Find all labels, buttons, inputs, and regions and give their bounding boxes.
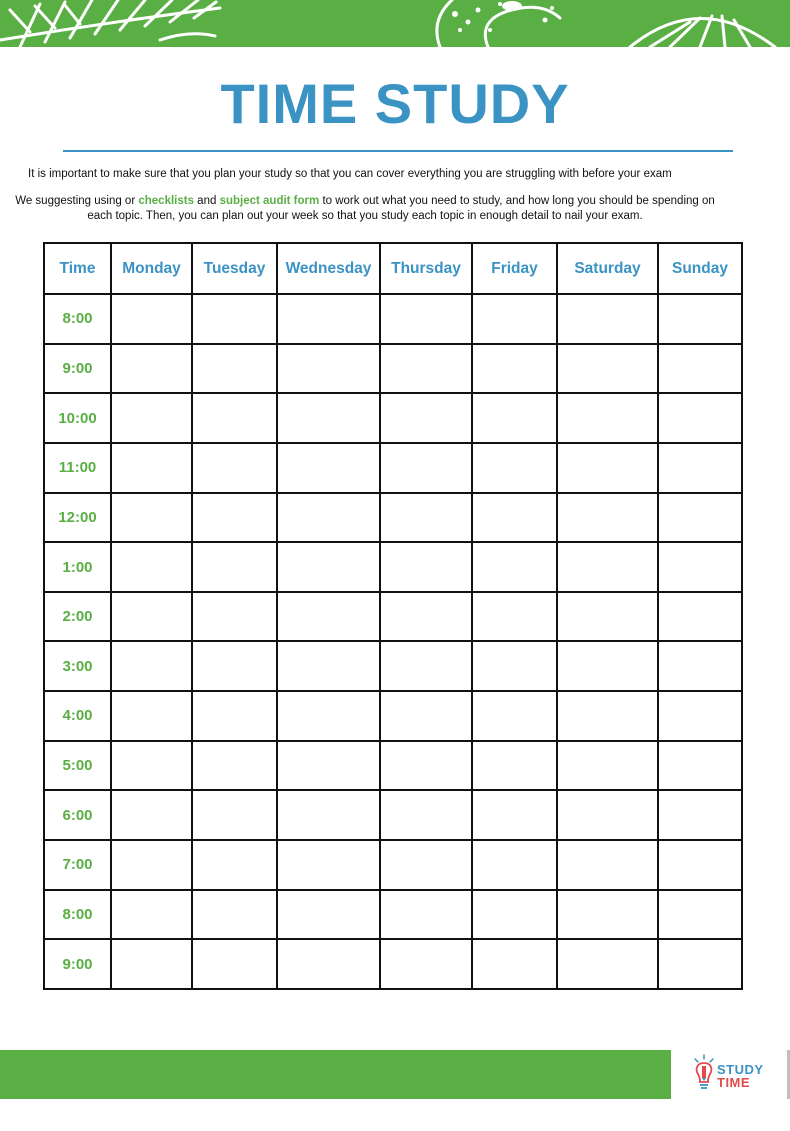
intro-line: It is important to make sure that you plan your study so that you can cover everything you are struggling with before your exam [28,168,672,180]
logo-text-time: TIME [717,1075,751,1090]
table-row [44,741,742,791]
schedule-cell-saturday[interactable] [557,443,658,493]
schedule-cell-tuesday[interactable] [192,741,277,791]
schedule-cell-tuesday[interactable] [192,393,277,443]
schedule-cell-thursday[interactable] [380,344,472,394]
schedule-cell-thursday[interactable] [380,691,472,741]
schedule-cell-friday[interactable] [472,493,557,543]
schedule-cell-friday[interactable] [472,890,557,940]
schedule-cell-monday[interactable] [111,691,192,741]
schedule-cell-saturday[interactable] [557,592,658,642]
schedule-cell-friday[interactable] [472,790,557,840]
schedule-cell-wednesday[interactable] [277,890,380,940]
schedule-cell-thursday[interactable] [380,493,472,543]
schedule-cell-sunday[interactable] [658,641,742,691]
schedule-cell-thursday[interactable] [380,393,472,443]
header-thursday: Thursday [380,243,472,294]
schedule-cell-tuesday[interactable] [192,790,277,840]
schedule-cell-wednesday[interactable] [277,939,380,989]
schedule-cell-friday[interactable] [472,393,557,443]
schedule-cell-monday[interactable] [111,592,192,642]
schedule-cell-thursday[interactable] [380,741,472,791]
schedule-cell-saturday[interactable] [557,890,658,940]
schedule-cell-friday[interactable] [472,294,557,344]
schedule-cell-monday[interactable] [111,493,192,543]
logo-text-study: STUDY [717,1062,764,1077]
schedule-cell-thursday[interactable] [380,592,472,642]
schedule-cell-monday[interactable] [111,443,192,493]
schedule-cell-wednesday[interactable] [277,840,380,890]
schedule-cell-thursday[interactable] [380,840,472,890]
header-friday: Friday [472,243,557,294]
schedule-cell-tuesday[interactable] [192,443,277,493]
schedule-cell-thursday[interactable] [380,641,472,691]
top-banner [0,0,790,47]
schedule-cell-tuesday[interactable] [192,939,277,989]
time-slot-label: 4:00 [44,691,111,741]
schedule-cell-sunday[interactable] [658,344,742,394]
schedule-cell-saturday[interactable] [557,939,658,989]
time-slot-label: 9:00 [44,344,111,394]
time-slot-label: 5:00 [44,741,111,791]
subject-audit-form-link[interactable]: subject audit form [219,195,320,207]
schedule-cell-wednesday[interactable] [277,493,380,543]
schedule-cell-sunday[interactable] [658,890,742,940]
schedule-cell-friday[interactable] [472,741,557,791]
weekly-schedule-table [43,242,743,990]
table-row [44,443,742,493]
table-row [44,840,742,890]
schedule-cell-wednesday[interactable] [277,393,380,443]
schedule-cell-tuesday[interactable] [192,592,277,642]
time-slot-label: 3:00 [44,641,111,691]
schedule-cell-sunday[interactable] [658,939,742,989]
time-slot-label: 7:00 [44,840,111,890]
schedule-cell-thursday[interactable] [380,443,472,493]
schedule-cell-sunday[interactable] [658,393,742,443]
table-row [44,890,742,940]
schedule-cell-saturday[interactable] [557,493,658,543]
schedule-cell-monday[interactable] [111,890,192,940]
schedule-cell-wednesday[interactable] [277,641,380,691]
schedule-cell-sunday[interactable] [658,493,742,543]
table-row [44,344,742,394]
table-row [44,493,742,543]
header-wednesday: Wednesday [277,243,380,294]
schedule-cell-tuesday[interactable] [192,344,277,394]
study-time-logo [692,1054,772,1094]
header-row [44,243,742,294]
schedule-cell-friday[interactable] [472,939,557,989]
schedule-cell-friday[interactable] [472,840,557,890]
header-monday: Monday [111,243,192,294]
time-slot-label: 10:00 [44,393,111,443]
schedule-cell-saturday[interactable] [557,840,658,890]
time-slot-label: 9:00 [44,939,111,989]
header-tuesday: Tuesday [192,243,277,294]
schedule-cell-sunday[interactable] [658,790,742,840]
table-row [44,691,742,741]
time-slot-label: 12:00 [44,493,111,543]
schedule-cell-friday[interactable] [472,592,557,642]
schedule-cell-monday[interactable] [111,939,192,989]
paragraph-text-start: We suggesting using or [15,195,139,207]
schedule-cell-wednesday[interactable] [277,542,380,592]
time-slot-label: 11:00 [44,443,111,493]
table-row [44,542,742,592]
schedule-cell-tuesday[interactable] [192,641,277,691]
schedule-cell-friday[interactable] [472,691,557,741]
schedule-cell-sunday[interactable] [658,840,742,890]
schedule-cell-saturday[interactable] [557,790,658,840]
schedule-cell-friday[interactable] [472,344,557,394]
time-slot-label: 2:00 [44,592,111,642]
schedule-cell-thursday[interactable] [380,790,472,840]
header-time: Time [44,243,111,294]
schedule-cell-sunday[interactable] [658,741,742,791]
schedule-cell-tuesday[interactable] [192,542,277,592]
schedule-cell-monday[interactable] [111,741,192,791]
time-slot-label: 8:00 [44,294,111,344]
schedule-cell-thursday[interactable] [380,890,472,940]
time-slot-label: 1:00 [44,542,111,592]
paragraph-text-and: and [193,195,220,207]
schedule-cell-wednesday[interactable] [277,344,380,394]
schedule-cell-saturday[interactable] [557,741,658,791]
schedule-cell-saturday[interactable] [557,294,658,344]
schedule-cell-sunday[interactable] [658,443,742,493]
schedule-cell-monday[interactable] [111,790,192,840]
table-row [44,294,742,344]
table-row [44,939,742,989]
time-slot-label: 6:00 [44,790,111,840]
schedule-cell-thursday[interactable] [380,294,472,344]
schedule-cell-monday[interactable] [111,393,192,443]
time-slot-label: 8:00 [44,890,111,940]
schedule-cell-friday[interactable] [472,542,557,592]
paragraph-text-end: to work out what you need to study, and how long you should be spending on each topic. Then, you can plan out your week so that you study each topic in enough detail to nail your exam. [87,195,715,222]
lightbulb-pencil-icon [692,1054,716,1092]
checklists-link[interactable]: checklists [138,195,194,207]
schedule-cell-sunday[interactable] [658,542,742,592]
table-row [44,641,742,691]
schedule-cell-saturday[interactable] [557,691,658,741]
schedule-cell-tuesday[interactable] [192,890,277,940]
schedule-cell-wednesday[interactable] [277,294,380,344]
schedule-cell-wednesday[interactable] [277,741,380,791]
footer-bar [0,1050,671,1099]
schedule-cell-saturday[interactable] [557,641,658,691]
schedule-cell-monday[interactable] [111,542,192,592]
schedule-cell-monday[interactable] [111,641,192,691]
table-row [44,592,742,642]
schedule-cell-wednesday[interactable] [277,592,380,642]
schedule-cell-tuesday[interactable] [192,493,277,543]
schedule-cell-thursday[interactable] [380,542,472,592]
page-title: TIME STUDY [220,72,570,135]
table-row [44,393,742,443]
schedule-cell-monday[interactable] [111,344,192,394]
header-sunday: Sunday [658,243,742,294]
schedule-cell-sunday[interactable] [658,592,742,642]
schedule-cell-saturday[interactable] [557,393,658,443]
schedule-cell-friday[interactable] [472,443,557,493]
schedule-cell-wednesday[interactable] [277,691,380,741]
schedule-cell-thursday[interactable] [380,939,472,989]
table-row [44,790,742,840]
schedule-cell-monday[interactable] [111,294,192,344]
schedule-cell-saturday[interactable] [557,542,658,592]
schedule-cell-wednesday[interactable] [277,790,380,840]
leaf-pattern-decoration [0,0,790,47]
title-divider [63,150,733,152]
schedule-cell-tuesday[interactable] [192,691,277,741]
schedule-cell-sunday[interactable] [658,294,742,344]
schedule-cell-tuesday[interactable] [192,294,277,344]
schedule-cell-saturday[interactable] [557,344,658,394]
header-saturday: Saturday [557,243,658,294]
schedule-cell-tuesday[interactable] [192,840,277,890]
schedule-cell-sunday[interactable] [658,691,742,741]
schedule-cell-monday[interactable] [111,840,192,890]
schedule-cell-wednesday[interactable] [277,443,380,493]
intro-paragraph [6,194,724,224]
schedule-cell-friday[interactable] [472,641,557,691]
